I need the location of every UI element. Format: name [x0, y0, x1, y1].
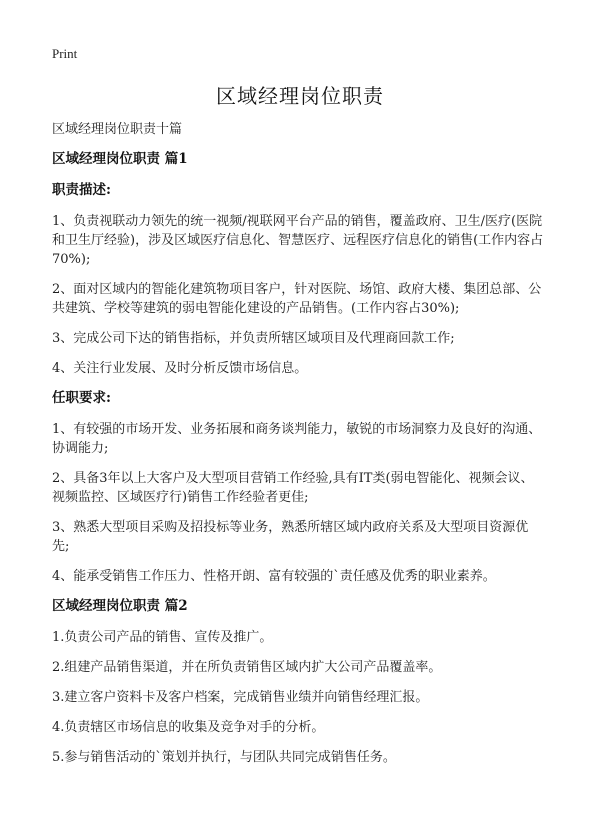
section-2-item-2: 2.组建产品销售渠道，并在所负责销售区域内扩大公司产品覆盖率。: [52, 660, 442, 675]
duty-item-4: 4、关注行业发展、及时分析反馈市场信息。: [52, 361, 308, 376]
document-subtitle: 区域经理岗位职责十篇: [52, 122, 183, 137]
section-2-heading: 区域经理岗位职责 篇2: [52, 598, 188, 614]
duty-item-1: 1、负责视联动力领先的统一视频/视联网平台产品的销售，覆盖政府、卫生/医疗(医院和卫生厅经验)，涉及区域医疗信息化、智慧医疗、远程医疗信息化的销售(工作内容占70%);: [52, 214, 544, 267]
duties-heading: 职责描述:: [52, 182, 111, 198]
document-title: 区域经理岗位职责: [216, 84, 384, 108]
section-2-item-5: 5.参与销售活动的`策划并执行，与团队共同完成销售任务。: [52, 750, 396, 765]
section-2-item-4: 4.负责辖区市场信息的收集及竞争对手的分析。: [52, 720, 325, 735]
print-label[interactable]: Print: [52, 46, 78, 61]
requirement-item-1: 1、有较强的市场开发、业务拓展和商务谈判能力，敏锐的市场洞察力及良好的沟通、协调能力;: [52, 422, 542, 456]
requirements-heading: 任职要求:: [52, 390, 111, 406]
duty-item-3: 3、完成公司下达的销售指标，并负责所辖区域项目及代理商回款工作;: [52, 331, 455, 346]
section-2-item-3: 3.建立客户资料卡及客户档案，完成销售业绩并向销售经理汇报。: [52, 690, 429, 705]
requirement-item-3: 3、熟悉大型项目采购及招投标等业务，熟悉所辖区域内政府关系及大型项目资源优先;: [52, 520, 529, 554]
duty-item-2: 2、面对区域内的智能化建筑物项目客户，针对医院、场馆、政府大楼、集团总部、公共建筑、学校等建筑的弱电智能化建设的产品销售。(工作内容占30%);: [52, 282, 542, 316]
requirement-item-2: 2、具备3年以上大客户及大型项目营销工作经验,具有IT类(弱电智能化、视频会议、视频监控、区域医疗行)销售工作经验者更佳;: [52, 471, 534, 505]
section-2-item-1: 1.负责公司产品的销售、宣传及推广。: [52, 630, 273, 645]
section-1-heading: 区域经理岗位职责 篇1: [52, 151, 188, 167]
document-body: [52, 120, 544, 778]
requirement-item-4: 4、能承受销售工作压力、性格开朗、富有较强的`责任感及优秀的职业素养。: [52, 569, 496, 584]
